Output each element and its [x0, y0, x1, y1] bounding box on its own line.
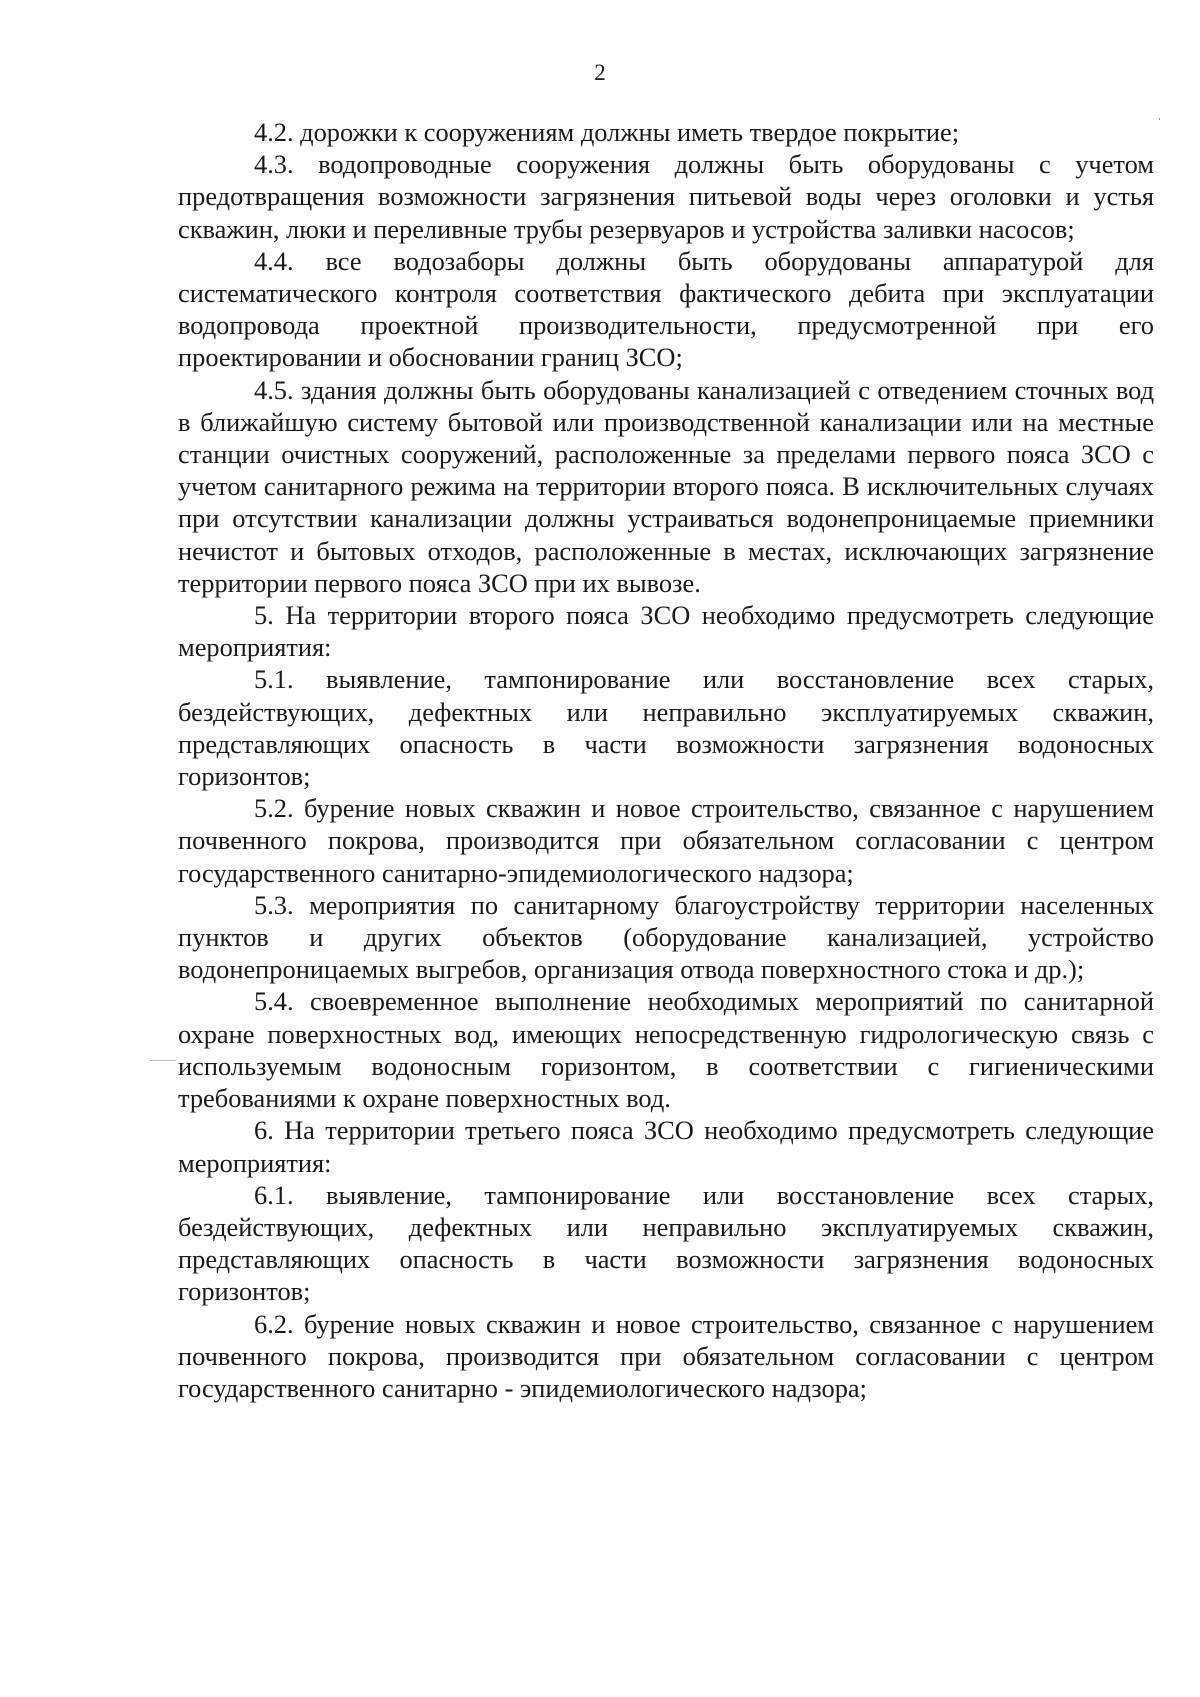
- paragraph-6-2: 6.2. бурение новых скважин и новое строительство, связанное с нарушением почвенного покрова, производится при обязательном согласовании с центром государственного санитарно - эпидемиологического надзора;: [178, 1308, 1154, 1403]
- paragraph-5: 5. На территории второго пояса ЗСО необходимо предусмотреть следующие мероприятия:: [178, 600, 1154, 663]
- paragraph-6: 6. На территории третьего пояса ЗСО необходимо предусмотреть следующие мероприятия:: [178, 1115, 1154, 1178]
- scan-artifact: [1159, 118, 1160, 120]
- paragraph-4-2: 4.2. дорожки к сооружениям должны иметь твердое покрытие;: [254, 117, 960, 147]
- paragraph-5-2: 5.2. бурение новых скважин и новое строительство, связанное с нарушением почвенного покрова, производится при обязательном согласовании с центром государственного санитарно-эпидемиологического надзора;: [178, 793, 1154, 888]
- paragraph-4-5: 4.5. здания должны быть оборудованы канализацией с отведением сточных вод в ближайшую систему бытовой или производственной канализации или на местные станции очистных сооружений, расположенные за пределами первого пояса ЗСО с учетом санитарного режима на территории второго пояса. В исключительных случаях при отсутствии канализации должны устраиваться водонепроницаемые приемники нечистот и бытовых отходов, расположенные в местах, исключающих загрязнение территории первого пояса ЗСО при их вывозе.: [178, 374, 1154, 598]
- paragraph-5-3: 5.3. мероприятия по санитарному благоустройству территории населенных пунктов и других объектов (оборудование канализацией, устройство водонепроницаемых выгребов, организация отвода поверхностного стока и др.);: [178, 889, 1154, 985]
- scan-artifact: [150, 1060, 176, 1061]
- paragraph-6-1: 6.1. выявление, тампонирование или восстановление всех старых, бездействующих, дефектных или неправильно эксплуатируемых скважин, представляющих опасность в части возможности загрязнения водоносных горизонтов;: [178, 1179, 1154, 1307]
- document-body: [178, 116, 1154, 1404]
- page-number: 2: [594, 60, 606, 85]
- paragraph-4-3: 4.3. водопроводные сооружения должны быть оборудованы с учетом предотвращения возможности загрязнения питьевой воды через оголовки и устья скважин, люки и переливные трубы резервуаров и устройства заливки насосов;: [178, 149, 1154, 244]
- paragraph-5-4: 5.4. своевременное выполнение необходимых мероприятий по санитарной охране поверхностных вод, имеющих непосредственную гидрологическую связь с используемым водоносным горизонтом, в соответствии с гигиеническими требованиями к охране поверхностных вод.: [178, 986, 1154, 1114]
- paragraph-5-1: 5.1. выявление, тампонирование или восстановление всех старых, бездействующих, дефектных или неправильно эксплуатируемых скважин, представляющих опасность в части возможности загрязнения водоносных горизонтов;: [178, 664, 1154, 792]
- paragraph-4-4: 4.4. все водозаборы должны быть оборудованы аппаратурой для систематического контроля соответствия фактического дебита при эксплуатации водопровода проектной производительности, предусмотренной при его проектировании и обосновании границ ЗСО;: [178, 245, 1154, 373]
